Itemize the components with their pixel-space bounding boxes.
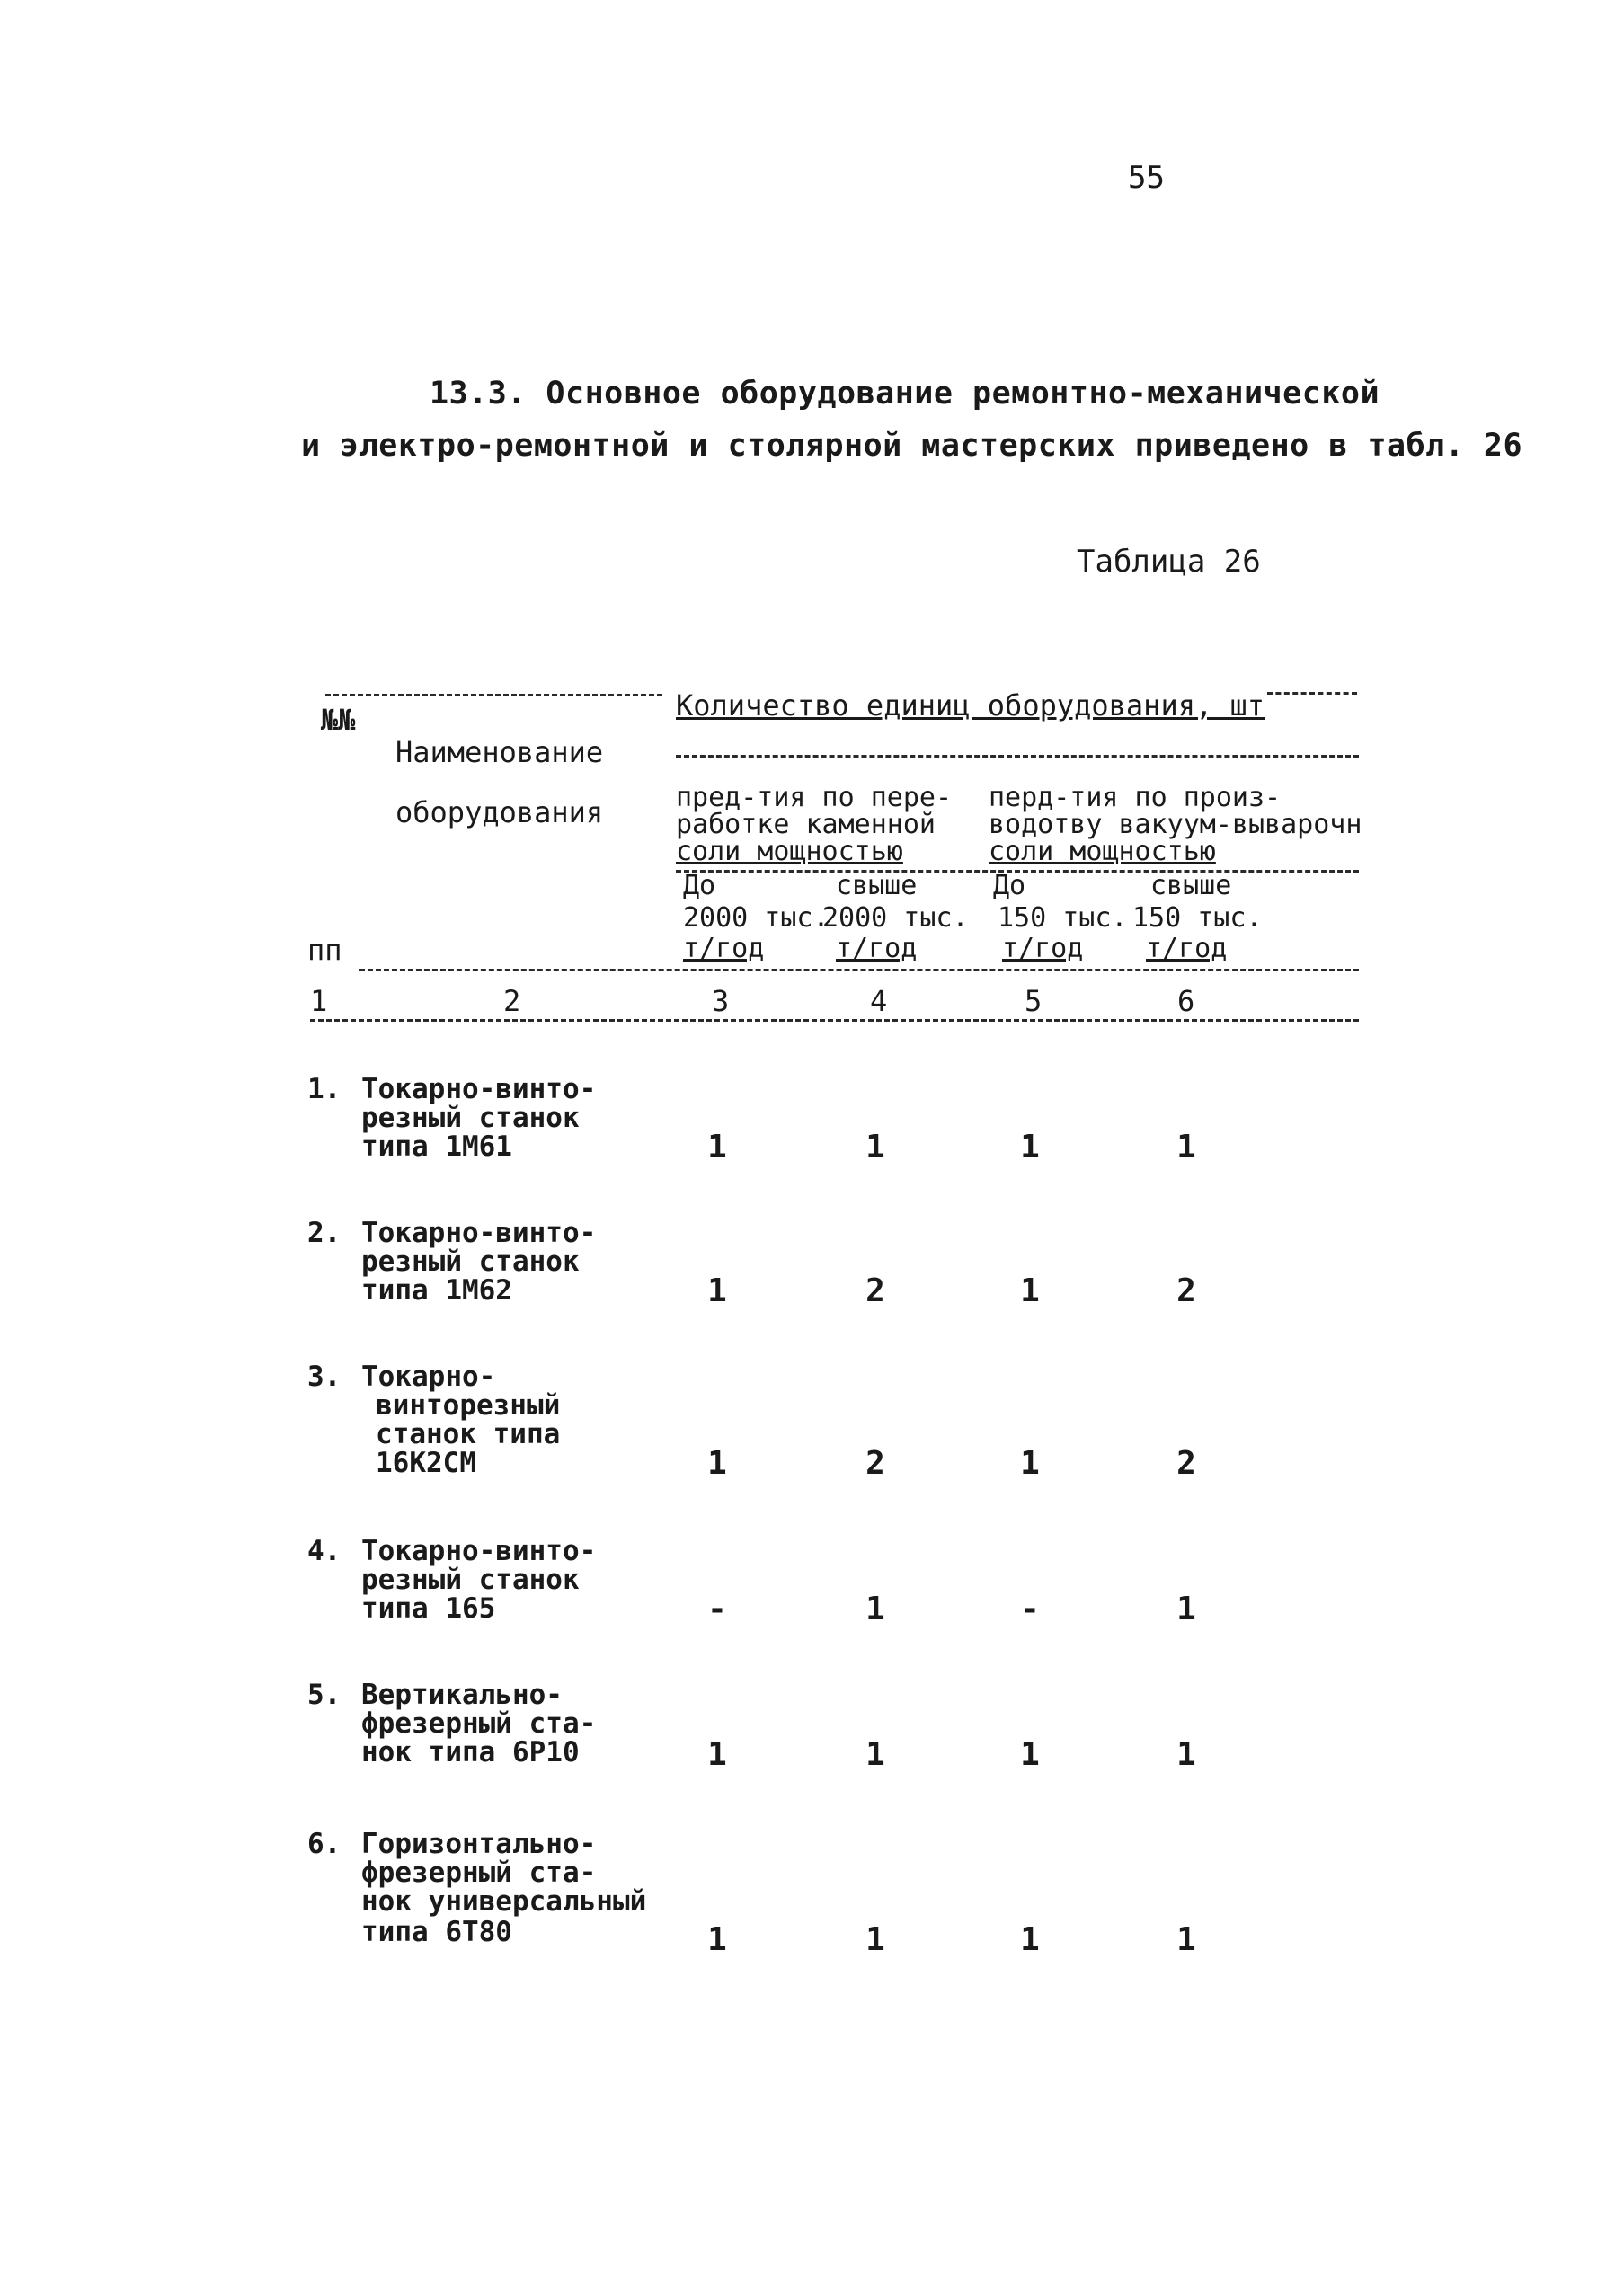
row-name-line: резный станок [361, 1246, 580, 1278]
cell-col4: 2 [865, 1272, 885, 1309]
header-name-line-1: Наименование [395, 735, 604, 769]
group-b-line-3: соли мощностью [989, 836, 1216, 867]
row-name-line: резный станок [361, 1102, 580, 1134]
row-name-line: резный станок [361, 1564, 580, 1596]
section-heading-line-1: 13.3. Основное оборудование ремонтно-механической [430, 376, 1380, 412]
page-number: 55 [1128, 160, 1165, 196]
table-label: Таблица 26 [1077, 544, 1261, 580]
cell-col5: - [1020, 1591, 1040, 1627]
col-number-1: 1 [310, 984, 328, 1018]
cell-col3: - [707, 1591, 727, 1627]
col4-line-2: 2000 тыс. [822, 902, 969, 934]
group-a-line-2: работке каменной [676, 809, 936, 840]
row-number: 3. [307, 1361, 342, 1393]
header-group-rule [676, 755, 1359, 758]
col-number-6: 6 [1177, 984, 1195, 1018]
row-name-line: фрезерный ста- [361, 1857, 597, 1889]
row-name-line: Вертикально- [361, 1679, 563, 1711]
col5-line-3: т/год [1002, 933, 1084, 964]
header-name-line-2: оборудования [395, 795, 604, 829]
row-number: 6. [307, 1828, 342, 1860]
group-b-line-1: перд-тия по произ- [989, 782, 1282, 813]
col3-line-2: 2000 тыс. [683, 902, 830, 934]
col3-line-3: т/год [683, 933, 765, 964]
cell-col6: 1 [1176, 1591, 1196, 1627]
cell-col6: 1 [1176, 1736, 1196, 1773]
row-name-line: Токарно-винто- [361, 1217, 597, 1249]
row-name-line: типа 1М62 [361, 1274, 512, 1307]
cell-col3: 1 [707, 1445, 727, 1482]
col-number-4: 4 [870, 984, 888, 1018]
group-a-line-1: пред-тия по пере- [676, 782, 953, 813]
cell-col5: 1 [1020, 1272, 1040, 1309]
row-number: 1. [307, 1073, 342, 1105]
header-top-rule-right [1267, 692, 1357, 695]
row-name-line: Токарно- [361, 1361, 496, 1393]
cell-col6: 2 [1176, 1272, 1196, 1309]
header-group-title: Количество единиц оборудования, шт [676, 688, 1265, 722]
cell-col5: 1 [1020, 1445, 1040, 1482]
cell-col6: 1 [1176, 1921, 1196, 1958]
row-number: 4. [307, 1535, 342, 1567]
col6-line-3: т/год [1146, 933, 1228, 964]
cell-col4: 1 [865, 1129, 885, 1166]
cell-col6: 2 [1176, 1445, 1196, 1482]
header-number-label: №№ [321, 703, 356, 737]
row-name-line: Горизонтально- [361, 1828, 597, 1860]
row-name-line: типа 6Т80 [361, 1916, 512, 1948]
section-heading-line-2: и электро-ремонтной и столярной мастерских приведено в табл. 26 [301, 428, 1523, 464]
row-name-line: 16К2СМ [376, 1447, 476, 1479]
col-number-2: 2 [503, 984, 521, 1018]
row-name-line: нок универсальный [361, 1885, 647, 1918]
cell-col3: 1 [707, 1921, 727, 1958]
cell-col4: 1 [865, 1736, 885, 1773]
col4-line-1: свыше [836, 870, 918, 901]
row-name-line: станок типа [376, 1418, 561, 1450]
cell-col4: 1 [865, 1921, 885, 1958]
header-number-label-bottom: пп [307, 933, 342, 967]
cell-col4: 2 [865, 1445, 885, 1482]
cell-col3: 1 [707, 1736, 727, 1773]
group-a-line-3: соли мощностью [676, 836, 903, 867]
col5-line-1: До [993, 870, 1026, 901]
row-name-line: нок типа 6Р10 [361, 1736, 580, 1769]
header-bottom-rule [359, 969, 1359, 971]
cell-col6: 1 [1176, 1129, 1196, 1166]
col6-line-2: 150 тыс. [1132, 902, 1263, 934]
cell-col4: 1 [865, 1591, 885, 1627]
cell-col3: 1 [707, 1272, 727, 1309]
row-number: 5. [307, 1679, 342, 1711]
group-b-line-2: водотву вакуум-выварочн [989, 809, 1362, 840]
row-name-line: типа 165 [361, 1592, 496, 1625]
row-name-line: фрезерный ста- [361, 1707, 597, 1740]
col4-line-3: т/год [836, 933, 918, 964]
col6-line-1: свыше [1150, 870, 1232, 901]
row-name-line: Токарно-винто- [361, 1535, 597, 1567]
cell-col5: 1 [1020, 1921, 1040, 1958]
column-numbers-rule [310, 1019, 1359, 1022]
col-number-5: 5 [1025, 984, 1043, 1018]
cell-col5: 1 [1020, 1129, 1040, 1166]
row-number: 2. [307, 1217, 342, 1249]
col-number-3: 3 [712, 984, 730, 1018]
col3-line-1: До [683, 870, 716, 901]
row-name-line: Токарно-винто- [361, 1073, 597, 1105]
col5-line-2: 150 тыс. [998, 902, 1128, 934]
cell-col3: 1 [707, 1129, 727, 1166]
header-top-rule [325, 694, 662, 696]
row-name-line: типа 1М61 [361, 1130, 512, 1163]
row-name-line: винторезный [376, 1389, 561, 1422]
cell-col5: 1 [1020, 1736, 1040, 1773]
